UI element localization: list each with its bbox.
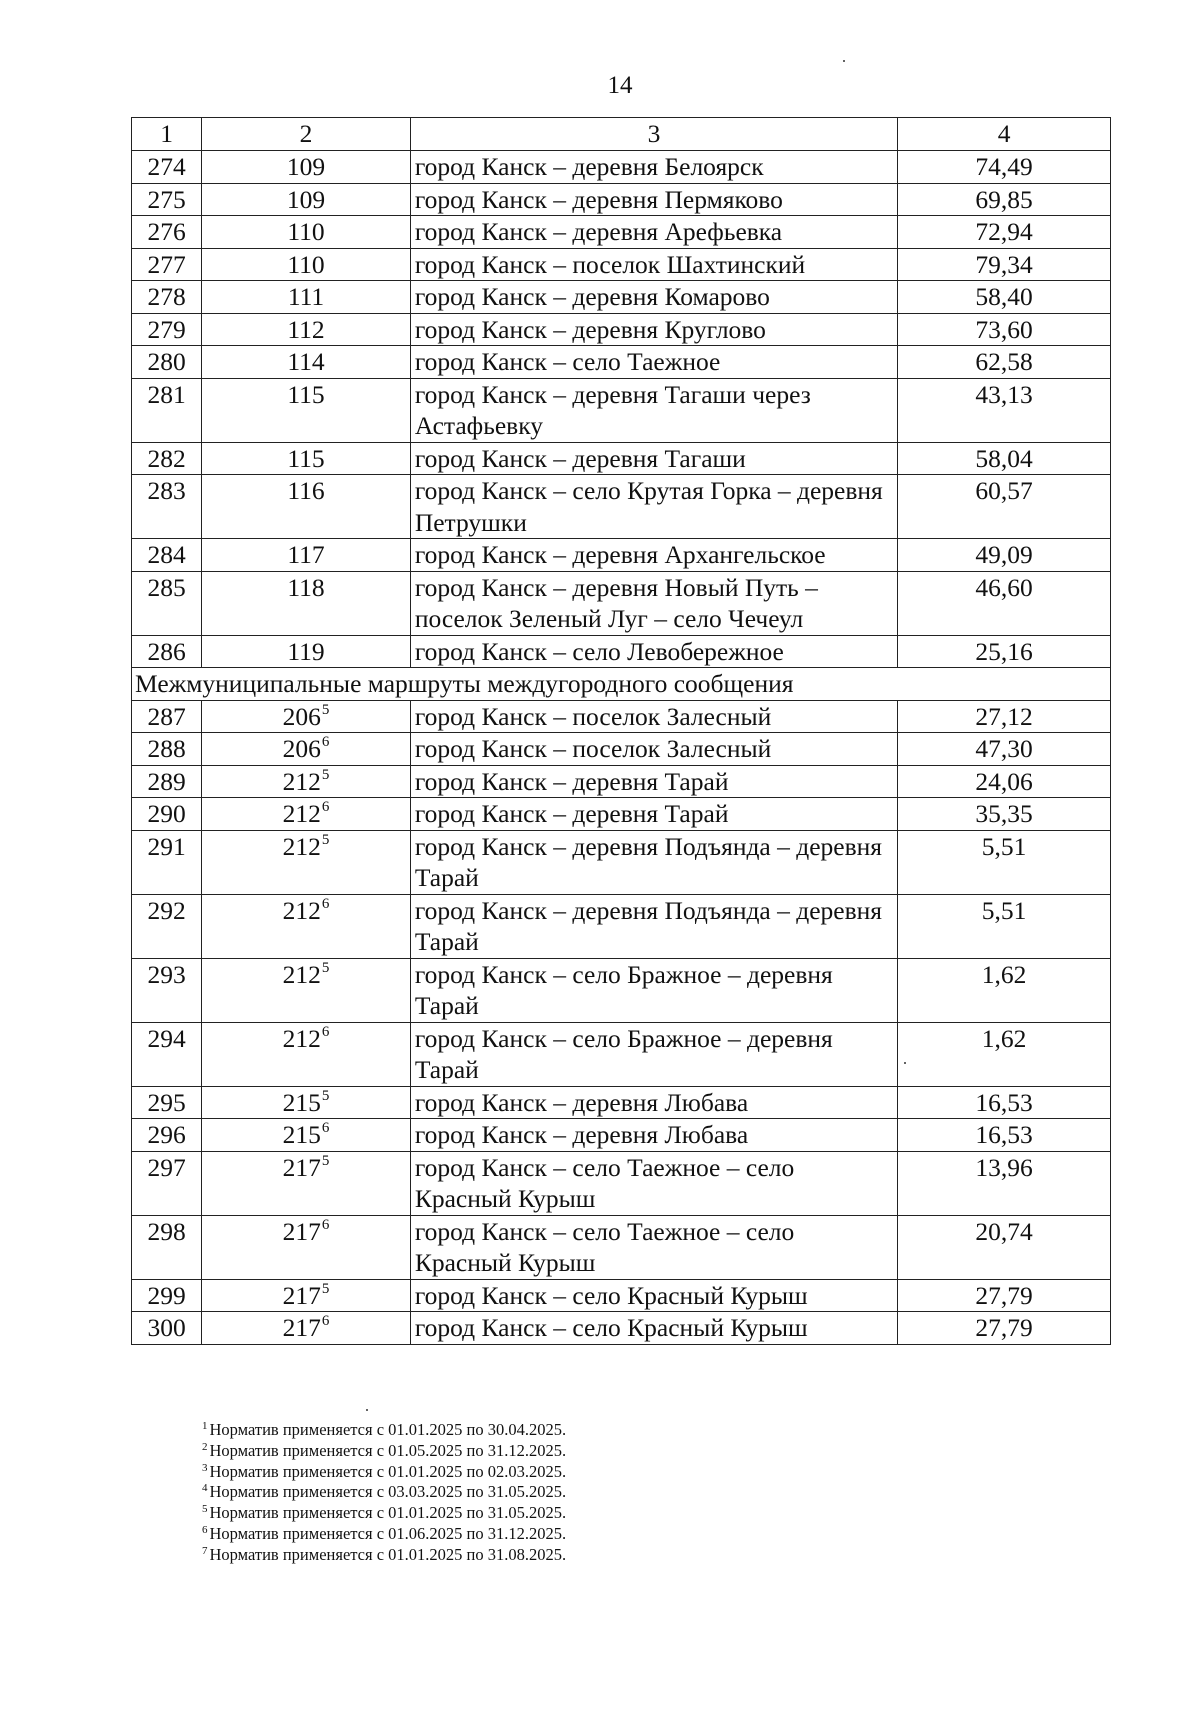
route-number-cell [202, 442, 411, 475]
column-header-2: 2 [202, 118, 411, 151]
table-row [132, 1312, 1111, 1345]
route-number-cell [202, 733, 411, 766]
route-number-cell [202, 894, 411, 958]
footnote-reference: 5 [321, 1152, 330, 1169]
row-number: 291 [132, 830, 202, 894]
route-number: 109 [286, 152, 326, 181]
footnote-mark: 6 [202, 1523, 208, 1536]
column-header-4: 4 [898, 118, 1111, 151]
route-name: город Канск – село Левобережное [410, 635, 897, 668]
route-name: город Канск – село Крутая Горка – деревня Петрушки [410, 475, 897, 539]
section-row [132, 668, 1111, 701]
table-row [132, 346, 1111, 379]
route-name: город Канск – деревня Любава [410, 1086, 897, 1119]
route-value: 69,85 [898, 183, 1111, 216]
footnote-reference: 6 [321, 1023, 330, 1040]
route-value: 27,12 [898, 700, 1111, 733]
route-number-cell [202, 151, 411, 184]
route-number: 206 [282, 701, 321, 731]
route-number: 212 [282, 831, 321, 861]
row-number: 276 [132, 216, 202, 249]
footnote-text: Норматив применяется с 03.03.2025 по 31.05.2025. [209, 1482, 567, 1502]
route-value: 58,40 [898, 281, 1111, 314]
route-number-cell [202, 830, 411, 894]
footnote-reference: 6 [321, 1216, 330, 1233]
table-row [132, 571, 1111, 635]
route-number: 116 [287, 476, 325, 505]
row-number: 293 [132, 958, 202, 1022]
table-row [132, 313, 1111, 346]
route-number: 212 [282, 766, 321, 796]
route-number-cell [202, 346, 411, 379]
route-number-cell [202, 798, 411, 831]
route-number: 212 [282, 959, 321, 989]
footnote [202, 1545, 902, 1566]
route-value: 20,74 [898, 1215, 1111, 1279]
row-number: 284 [132, 539, 202, 572]
row-number: 275 [132, 183, 202, 216]
route-number: 215 [282, 1087, 321, 1117]
table-row [132, 216, 1111, 249]
table-row [132, 765, 1111, 798]
route-name: город Канск – деревня Тарай [410, 765, 897, 798]
row-number: 289 [132, 765, 202, 798]
route-name: город Канск – деревня Пермяково [410, 183, 897, 216]
route-number: 114 [287, 347, 325, 376]
table-row [132, 378, 1111, 442]
route-number: 112 [287, 314, 325, 344]
route-name: город Канск – деревня Новый Путь – поселок Зеленый Луг – село Чечеул [410, 571, 897, 635]
footnote-mark: 4 [202, 1482, 208, 1495]
table-row [132, 700, 1111, 733]
route-name: город Канск – поселок Шахтинский [410, 248, 897, 281]
route-name: город Канск – деревня Тарай [410, 798, 897, 831]
footnote-text: Норматив применяется с 01.01.2025 по 02.03.2025. [209, 1461, 567, 1481]
route-number-cell [202, 313, 411, 346]
route-number: 115 [287, 443, 325, 473]
route-name: город Канск – деревня Тагаши [410, 442, 897, 475]
route-number-cell [202, 475, 411, 539]
table-row [132, 475, 1111, 539]
route-value: 13,96 [898, 1151, 1111, 1215]
route-value: 58,04 [898, 442, 1111, 475]
footnote-reference: 5 [321, 1280, 330, 1297]
table-row [132, 1151, 1111, 1215]
route-number-cell [202, 1279, 411, 1312]
route-number-cell [202, 1086, 411, 1119]
route-number-cell [202, 635, 411, 668]
route-name: город Канск – поселок Залесный [410, 733, 897, 766]
route-number: 217 [282, 1216, 321, 1246]
route-number: 119 [287, 636, 325, 666]
route-name: город Канск – деревня Архангельское [410, 539, 897, 572]
route-number-cell [202, 248, 411, 281]
route-number: 212 [282, 1023, 321, 1053]
route-number: 217 [282, 1280, 321, 1310]
footnote-text: Норматив применяется с 01.01.2025 по 31.08.2025. [209, 1544, 567, 1564]
route-value: 62,58 [898, 346, 1111, 379]
route-value: 43,13 [898, 378, 1111, 442]
row-number: 277 [132, 248, 202, 281]
route-number: 115 [287, 379, 325, 409]
table-row [132, 894, 1111, 958]
route-name: город Канск – село Бражное – деревня Тарай [410, 1022, 897, 1086]
footnote-mark: 5 [202, 1503, 208, 1516]
route-value: 47,30 [898, 733, 1111, 766]
footnote-reference: 5 [321, 1087, 330, 1104]
row-number: 300 [132, 1312, 202, 1345]
scan-speck [843, 60, 845, 62]
table-row [132, 958, 1111, 1022]
row-number: 279 [132, 313, 202, 346]
route-name: город Канск – поселок Залесный [410, 700, 897, 733]
table-row [132, 798, 1111, 831]
route-number-cell [202, 216, 411, 249]
route-number: 217 [282, 1313, 321, 1342]
route-name: город Канск – село Таежное – село Красный Курыш [410, 1151, 897, 1215]
route-number-cell [202, 539, 411, 572]
route-number-cell [202, 1312, 411, 1345]
route-name: город Канск – село Красный Курыш [410, 1279, 897, 1312]
route-name: город Канск – деревня Арефьевка [410, 216, 897, 249]
footnote-reference: 5 [321, 959, 330, 976]
row-number: 299 [132, 1279, 202, 1312]
footnote-reference: 6 [321, 734, 330, 750]
scan-speck [904, 1062, 906, 1064]
footnote [202, 1524, 902, 1545]
row-number: 278 [132, 281, 202, 314]
footnote-reference: 5 [321, 766, 330, 783]
route-name: город Канск – село Бражное – деревня Тарай [410, 958, 897, 1022]
route-name: город Канск – деревня Тагаши через Астафьевку [410, 378, 897, 442]
route-number-cell [202, 765, 411, 798]
table-row [132, 1086, 1111, 1119]
route-value: 73,60 [898, 313, 1111, 346]
table-row [132, 1119, 1111, 1152]
row-number: 295 [132, 1086, 202, 1119]
footnote [202, 1482, 902, 1503]
route-number: 217 [282, 1152, 321, 1182]
route-name: город Канск – село Таежное [410, 346, 897, 379]
row-number: 294 [132, 1022, 202, 1086]
route-name: город Канск – деревня Белоярск [410, 151, 897, 184]
route-name: город Канск – деревня Подъянда – деревня Тарай [410, 894, 897, 958]
row-number: 292 [132, 894, 202, 958]
route-number: 212 [282, 799, 321, 828]
route-number-cell [202, 700, 411, 733]
footnote-reference: 6 [321, 1313, 330, 1329]
route-value: 1,62 [898, 958, 1111, 1022]
route-number: 117 [287, 540, 325, 569]
table-row [132, 635, 1111, 668]
footnote-reference: 5 [321, 831, 330, 848]
column-header-1: 1 [132, 118, 202, 151]
table-row [132, 539, 1111, 572]
route-number: 206 [282, 734, 321, 763]
table-row [132, 1022, 1111, 1086]
page-number: 14 [607, 72, 633, 99]
table-row [132, 830, 1111, 894]
route-name: город Канск – деревня Любава [410, 1119, 897, 1152]
footnote [202, 1420, 902, 1441]
row-number: 298 [132, 1215, 202, 1279]
routes-table [131, 117, 1111, 1345]
scan-speck [366, 1409, 368, 1411]
row-number: 285 [132, 571, 202, 635]
table-row [132, 1215, 1111, 1279]
route-number-cell [202, 571, 411, 635]
footnote-text: Норматив применяется с 01.06.2025 по 31.12.2025. [209, 1523, 567, 1543]
footnote-reference: 5 [321, 701, 330, 718]
route-number-cell [202, 1215, 411, 1279]
route-value: 35,35 [898, 798, 1111, 831]
route-number-cell [202, 1119, 411, 1152]
column-header-3: 3 [410, 118, 897, 151]
route-value: 5,51 [898, 894, 1111, 958]
footnote [202, 1441, 902, 1462]
route-number-cell [202, 183, 411, 216]
routes-table-body [132, 118, 1111, 1345]
table-row [132, 151, 1111, 184]
footnote-reference: 6 [321, 895, 330, 912]
table-row [132, 248, 1111, 281]
row-number: 281 [132, 378, 202, 442]
section-title: Межмуниципальные маршруты междугородного сообщения [132, 668, 1111, 701]
footnote-mark: 2 [202, 1440, 208, 1453]
route-value: 1,62 [898, 1022, 1111, 1086]
route-value: 24,06 [898, 765, 1111, 798]
route-number-cell [202, 281, 411, 314]
route-name: город Канск – деревня Подъянда – деревня Тарай [410, 830, 897, 894]
footnote-reference: 6 [321, 1120, 330, 1136]
table-row [132, 183, 1111, 216]
route-value: 25,16 [898, 635, 1111, 668]
route-name: город Канск – деревня Комарово [410, 281, 897, 314]
route-number-cell [202, 378, 411, 442]
row-number: 296 [132, 1119, 202, 1152]
route-value: 72,94 [898, 216, 1111, 249]
table-row [132, 1279, 1111, 1312]
footnote-text: Норматив применяется с 01.01.2025 по 30.04.2025. [209, 1420, 567, 1439]
table-row [132, 281, 1111, 314]
route-name: город Канск – село Красный Курыш [410, 1312, 897, 1345]
route-number: 109 [286, 184, 326, 214]
row-number: 274 [132, 151, 202, 184]
footnote-text: Норматив применяется с 01.01.2025 по 31.05.2025. [209, 1503, 567, 1523]
footnote [202, 1462, 902, 1483]
header-row [132, 118, 1111, 151]
route-number: 212 [282, 895, 321, 925]
route-value: 46,60 [898, 571, 1111, 635]
route-value: 74,49 [898, 151, 1111, 184]
row-number: 288 [132, 733, 202, 766]
table-row [132, 733, 1111, 766]
route-number-cell [202, 958, 411, 1022]
route-value: 16,53 [898, 1086, 1111, 1119]
route-number: 110 [287, 249, 325, 279]
footnote [202, 1503, 902, 1524]
row-number: 283 [132, 475, 202, 539]
footnote-mark: 3 [202, 1461, 208, 1474]
row-number: 286 [132, 635, 202, 668]
footnote-text: Норматив применяется с 01.05.2025 по 31.12.2025. [209, 1440, 567, 1460]
row-number: 290 [132, 798, 202, 831]
route-value: 60,57 [898, 475, 1111, 539]
route-number-cell [202, 1151, 411, 1215]
row-number: 297 [132, 1151, 202, 1215]
route-name: город Канск – село Таежное – село Красный Курыш [410, 1215, 897, 1279]
footnote-mark: 1 [202, 1420, 208, 1432]
footnotes [202, 1420, 902, 1566]
route-name: город Канск – деревня Круглово [410, 313, 897, 346]
route-value: 49,09 [898, 539, 1111, 572]
route-value: 79,34 [898, 248, 1111, 281]
route-value: 5,51 [898, 830, 1111, 894]
row-number: 287 [132, 700, 202, 733]
footnote-mark: 7 [202, 1544, 208, 1557]
route-number-cell [202, 1022, 411, 1086]
route-number: 118 [287, 572, 325, 602]
route-value: 27,79 [898, 1279, 1111, 1312]
route-value: 27,79 [898, 1312, 1111, 1345]
route-value: 16,53 [898, 1119, 1111, 1152]
route-number: 111 [287, 282, 325, 311]
table-row [132, 442, 1111, 475]
row-number: 282 [132, 442, 202, 475]
route-number: 110 [287, 217, 325, 246]
route-number: 215 [282, 1120, 321, 1149]
footnote-reference: 6 [321, 799, 330, 815]
row-number: 280 [132, 346, 202, 379]
